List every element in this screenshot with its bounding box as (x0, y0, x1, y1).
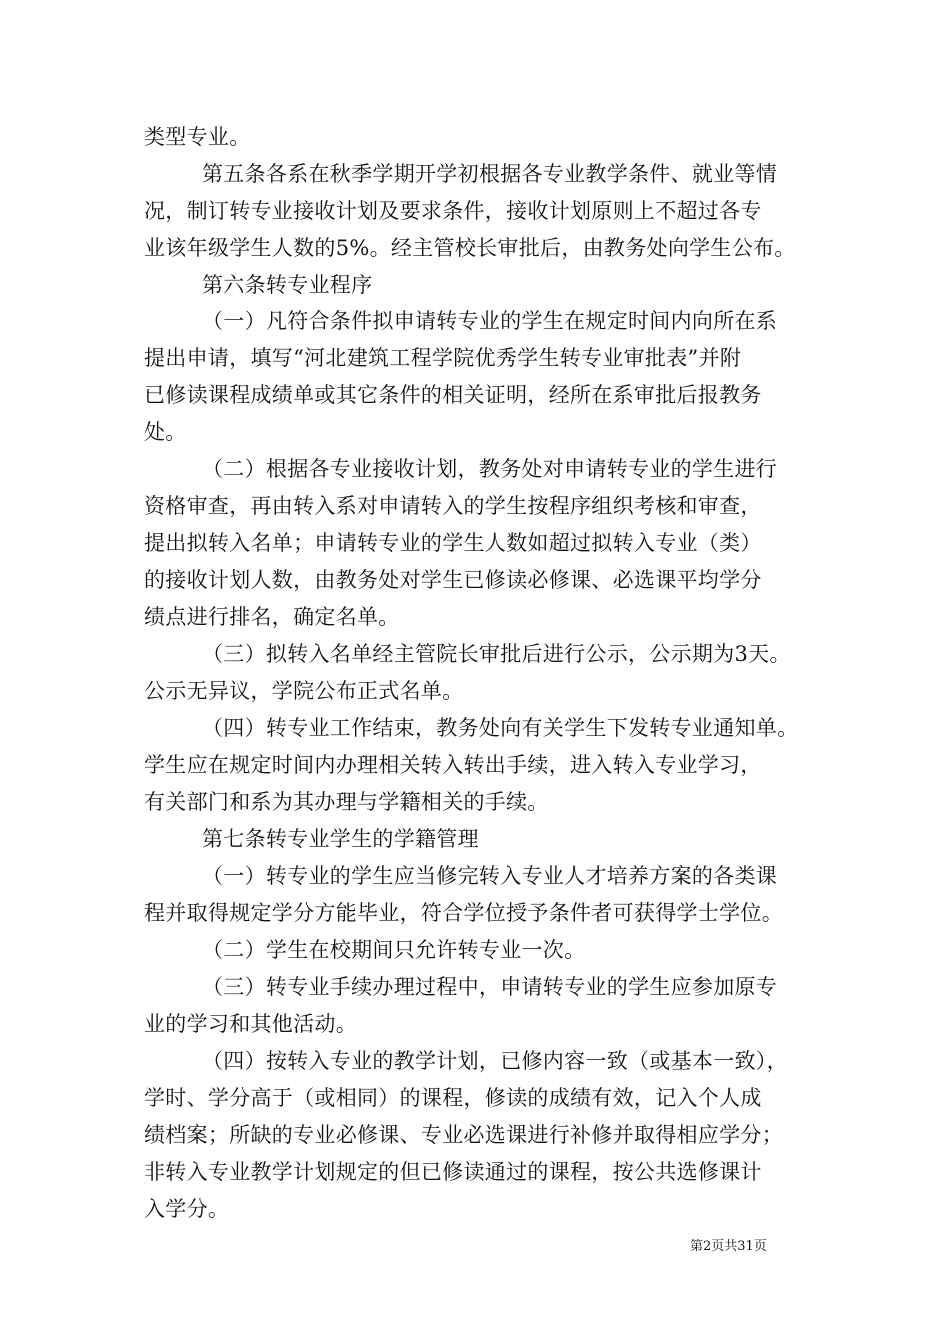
text-line: 绩点进行排名，确定名单。 (144, 605, 400, 629)
text-line: 第六条转专业程序 (202, 273, 373, 297)
text-line: （四）转专业工作结束，教务处向有关学生下发转专业通知单。 (202, 716, 799, 740)
text-line: 的接收计划人数，由教务处对学生已修读必修课、必选课平均学分 (144, 568, 762, 592)
text-line: 类型专业。 (144, 125, 251, 149)
text-line: （一）转专业的学生应当修完转入专业人才培养方案的各类课 (202, 864, 778, 888)
text-line: 第五条各系在秋季学期开学初根据各专业教学条件、就业等情 (202, 162, 778, 186)
text-line: 况，制订转专业接收计划及要求条件，接收计划原则上不超过各专 (144, 199, 762, 223)
text-line: 绩档案；所缺的专业必修课、专业必选课进行补修并取得相应学分； (144, 1123, 783, 1147)
page-number: 第2页共31页 (690, 1239, 767, 1254)
text-line: 第七条转专业学生的学籍管理 (202, 827, 479, 851)
text-line: 提出拟转入名单；申请转专业的学生人数如超过拟转入专业（类） (144, 531, 762, 555)
text-line: 有关部门和系为其办理与学籍相关的手续。 (144, 790, 549, 814)
text-line: （二）根据各专业接收计划，教务处对申请转专业的学生进行 (202, 457, 778, 481)
text-line: （一）凡符合条件拟申请转专业的学生在规定时间内向所在系 (202, 309, 778, 333)
text-line: （二）学生在校期间只允许转专业一次。 (202, 938, 586, 962)
text-line: 学时、学分高于（或相同）的课程，修读的成绩有效，记入个人成 (144, 1086, 762, 1110)
text-line: 业该年级学生人数的5%。经主管校长审批后，由教务处向学生公布。 (144, 236, 796, 260)
text-line: 资格审查，再由转入系对申请转入的学生按程序组织考核和审查， (144, 494, 762, 518)
text-line: 已修读课程成绩单或其它条件的相关证明，经所在系审批后报教务 (144, 383, 762, 407)
text-line: （四）按转入专业的教学计划，已修内容一致（或基本一致）， (202, 1049, 788, 1073)
text-line: 提出申请，填写“河北建筑工程学院优秀学生转专业审批表”并附 (144, 346, 742, 370)
text-line: 处。 (144, 420, 187, 444)
text-line: 学生应在规定时间内办理相关转入转出手续，进入转入专业学习， (144, 753, 762, 777)
text-line: 非转入专业教学计划规定的但已修读通过的课程，按公共选修课计 (144, 1160, 762, 1184)
text-line: 程并取得规定学分方能毕业，符合学位授予条件者可获得学士学位。 (144, 901, 783, 925)
text-line: 入学分。 (144, 1197, 230, 1221)
text-line: 公示无异议，学院公布正式名单。 (144, 679, 464, 703)
text-line: 业的学习和其他活动。 (144, 1012, 357, 1036)
text-line: （三）拟转入名单经主管院长审批后进行公示，公示期为3天。 (202, 642, 791, 666)
text-line: （三）转专业手续办理过程中，申请转专业的学生应参加原专 (202, 975, 778, 999)
